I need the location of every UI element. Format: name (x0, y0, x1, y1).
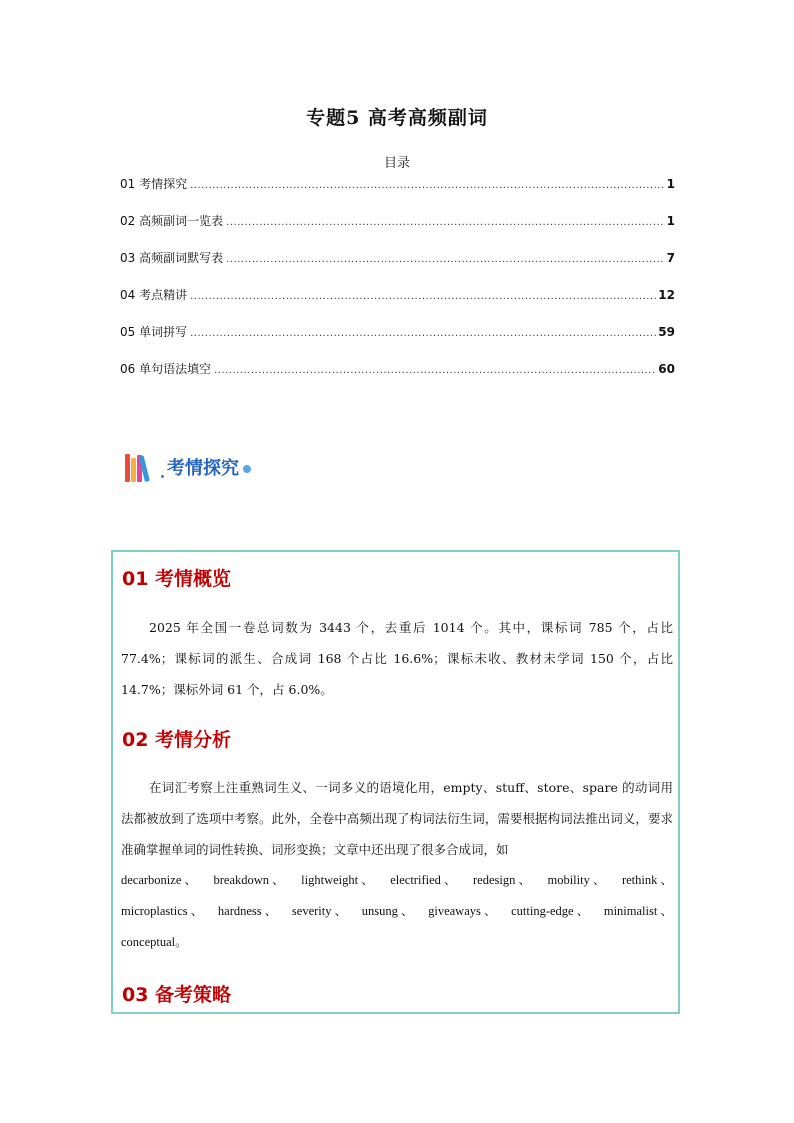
toc-item[interactable] (120, 174, 675, 211)
toc-item-label: 04 考点精讲 (120, 288, 188, 302)
content-box (111, 550, 680, 1014)
word-list-tail: conceptual。 (121, 935, 188, 949)
word-list-line (121, 865, 673, 896)
toc-item[interactable] (120, 285, 675, 322)
word-item: hardness 、 (217, 904, 278, 918)
toc-item-label: 03 高频副词默写表 (120, 251, 224, 265)
toc-item-page: 60 (658, 362, 675, 376)
section-heading-strategy: 03 备考策略 (122, 984, 232, 1006)
circle-icon (243, 465, 251, 473)
word-item: mobility 、 (547, 873, 606, 887)
toc-leader (226, 250, 665, 270)
toc-leader (226, 213, 665, 233)
toc-item[interactable] (120, 359, 675, 396)
toc-leader (190, 324, 656, 344)
word-item: breakdown 、 (213, 873, 285, 887)
word-item: decarbonize 、 (121, 873, 198, 887)
toc-leader (214, 361, 656, 381)
toc-item[interactable] (120, 211, 675, 248)
toc-item-page: 59 (658, 325, 675, 339)
table-of-contents (120, 174, 675, 396)
toc-item-label: 01 考情探究 (120, 177, 188, 191)
word-item: microplastics 、 (121, 904, 204, 918)
word-list-line (121, 896, 673, 927)
analysis-paragraph (121, 772, 673, 958)
toc-leader (190, 176, 665, 196)
word-item: giveaways 、 (428, 904, 497, 918)
toc-item-label: 05 单词拼写 (120, 325, 188, 339)
word-item: lightweight 、 (301, 873, 374, 887)
banner-title: 考情探究 (167, 458, 239, 479)
word-item: minimalist 、 (603, 904, 673, 918)
word-item: electrified 、 (390, 873, 457, 887)
section-banner (125, 450, 251, 484)
section-heading-overview: 01 考情概览 (122, 568, 232, 590)
toc-item[interactable] (120, 322, 675, 359)
toc-item-page: 12 (658, 288, 675, 302)
word-item: rethink 、 (621, 873, 673, 887)
toc-item-page: 1 (666, 214, 675, 228)
document-title: 专题5 高考高频副词 (306, 107, 488, 129)
toc-item-page: 1 (666, 177, 675, 191)
toc-leader (190, 287, 656, 307)
books-icon (125, 452, 151, 482)
word-item: unsung 、 (361, 904, 414, 918)
toc-item-label: 02 高频副词一览表 (120, 214, 224, 228)
toc-item-page: 7 (666, 251, 675, 265)
word-item: severity 、 (291, 904, 348, 918)
word-item: cutting-edge 、 (511, 904, 590, 918)
word-item: redesign 、 (473, 873, 531, 887)
dot-icon (161, 475, 164, 478)
overview-paragraph: 2025 年全国一卷总词数为 3443 个，去重后 1014 个。其中，课标词 785 个，占比 77.4%；课标词的派生、合成词 168 个占比 16.6%；课标未收、教材未学词 150 个，占比 14.7%；课标外词 61 个，占 6.0%。 (121, 620, 673, 697)
toc-item[interactable] (120, 248, 675, 285)
section-heading-analysis: 02 考情分析 (122, 729, 232, 751)
analysis-text: 在词汇考察上注重熟词生义、一词多义的语境化用，empty、stuff、store、spare 的动词用法都被放到了选项中考察。此外，全卷中高频出现了构词法衍生词，需要根据构词法推出词义，要求准确掌握单词的词性转换、词形变换；文章中还出现了很多合成词，如 (121, 780, 673, 857)
toc-heading: 目录 (383, 156, 410, 171)
toc-item-label: 06 单句语法填空 (120, 362, 212, 376)
